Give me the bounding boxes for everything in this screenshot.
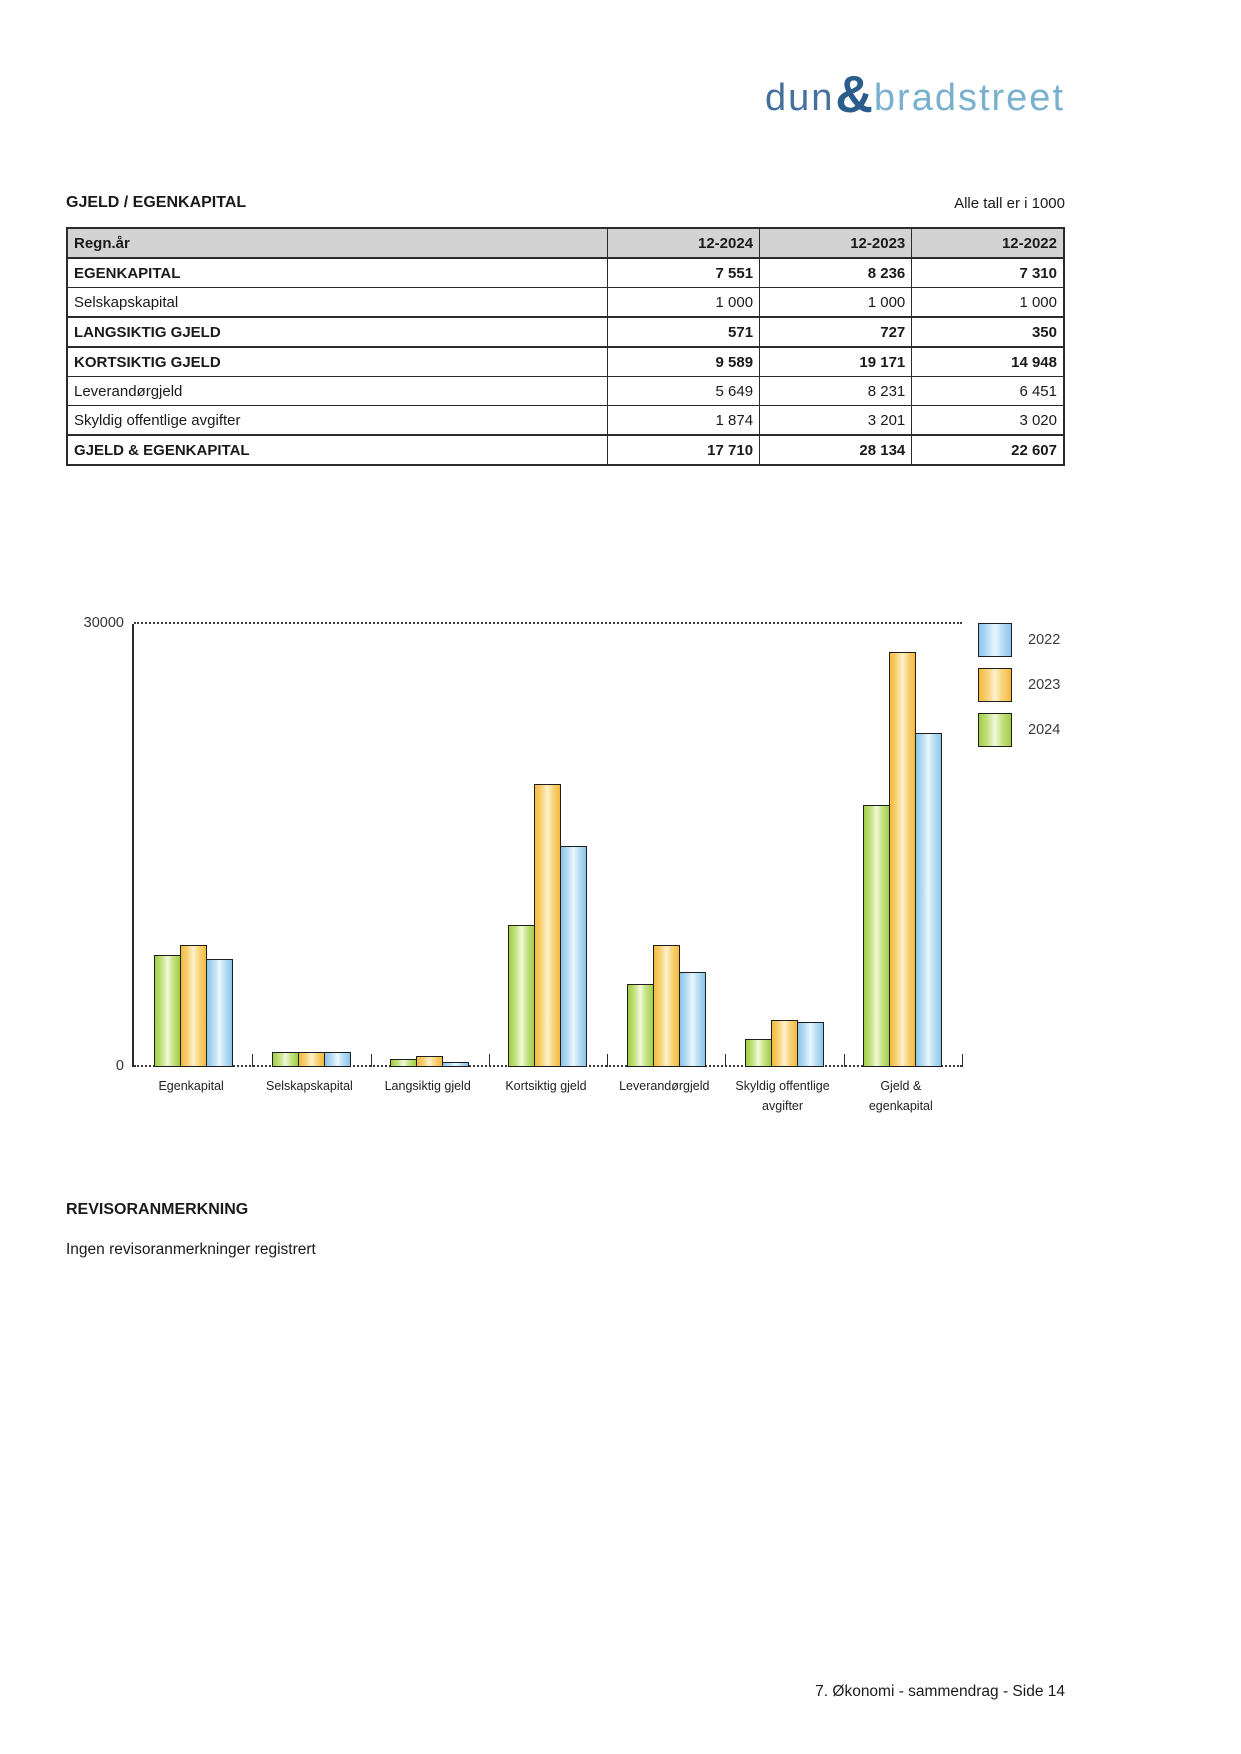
row-value: 14 948 [912, 347, 1064, 377]
header-regnar: Regn.år [67, 228, 607, 258]
legend-swatch-2023 [978, 668, 1012, 702]
row-value: 350 [912, 317, 1064, 347]
table-row [67, 317, 1064, 347]
section-header [66, 194, 1065, 212]
row-label: GJELD & EGENKAPITAL [67, 435, 607, 465]
table-row [67, 435, 1064, 465]
bar-2022-selskapskapital [324, 1052, 351, 1067]
bar-2022-skyldig-offentlige-avgifter [797, 1022, 824, 1067]
row-label: LANGSIKTIG GJELD [67, 317, 607, 347]
category-label-line: Gjeld & [880, 1079, 922, 1093]
row-value: 8 236 [760, 258, 912, 288]
bar-2022-leverand-rgjeld [679, 972, 706, 1067]
header-12-2022: 12-2022 [912, 228, 1064, 258]
bar-2023-leverand-rgjeld [653, 945, 680, 1067]
bar-2022-langsiktig-gjeld [442, 1062, 469, 1067]
row-value: 9 589 [607, 347, 759, 377]
row-value: 19 171 [760, 347, 912, 377]
row-label: Leverandørgjeld [67, 377, 607, 406]
category-label-line: Langsiktig gjeld [384, 1079, 471, 1093]
category-label [842, 1076, 960, 1116]
legend-swatch-2022 [978, 623, 1012, 657]
chart-category-cell [489, 624, 607, 1067]
financial-table [66, 227, 1065, 466]
row-value: 3 201 [760, 406, 912, 436]
legend-label: 2022 [1028, 632, 1061, 648]
legend-swatch-2024 [978, 713, 1012, 747]
row-value: 8 231 [760, 377, 912, 406]
category-label [487, 1076, 605, 1116]
bar-2023-egenkapital [180, 945, 207, 1067]
category-label [723, 1076, 841, 1116]
category-label [132, 1076, 250, 1116]
category-label-line: Selskapskapital [265, 1079, 353, 1093]
section-title: GJELD / EGENKAPITAL [66, 194, 247, 211]
row-label: EGENKAPITAL [67, 258, 607, 288]
category-label [605, 1076, 723, 1116]
x-axis-tick [962, 1054, 963, 1067]
row-value: 727 [760, 317, 912, 347]
unit-note: Alle tall er i 1000 [954, 195, 1065, 212]
bar-2023-gjeld-egenkapital [889, 652, 916, 1067]
chart-plot-area [132, 624, 962, 1067]
bar-2023-kortsiktig-gjeld [534, 784, 561, 1067]
legend-label: 2023 [1028, 677, 1061, 693]
row-value: 6 451 [912, 377, 1064, 406]
category-label-line: avgifter [762, 1099, 804, 1113]
dun-bradstreet-logo [765, 68, 1065, 128]
header-12-2024: 12-2024 [607, 228, 759, 258]
legend-label: 2024 [1028, 722, 1061, 738]
table-row [67, 377, 1064, 406]
bar-2022-kortsiktig-gjeld [560, 846, 587, 1067]
chart-category-cell [134, 624, 252, 1067]
row-value: 1 000 [912, 288, 1064, 318]
chart-category-cell [371, 624, 489, 1067]
table-row [67, 347, 1064, 377]
bar-2024-egenkapital [154, 955, 181, 1067]
bar-2022-gjeld-egenkapital [915, 733, 942, 1067]
legend-item-2023 [978, 668, 1060, 702]
y-axis-zero-label: 0 [115, 1058, 124, 1074]
chart-category-cell [725, 624, 843, 1067]
row-value: 3 020 [912, 406, 1064, 436]
row-value: 17 710 [607, 435, 759, 465]
category-label-line: Kortsiktig gjeld [505, 1079, 587, 1093]
category-label [250, 1076, 368, 1116]
logo-text-bradstreet: bradstreet [873, 76, 1065, 119]
legend-item-2022 [978, 623, 1060, 657]
bar-2024-gjeld-egenkapital [863, 805, 890, 1067]
row-value: 22 607 [912, 435, 1064, 465]
chart-category-cell [607, 624, 725, 1067]
financial-table-body [67, 258, 1064, 465]
debt-equity-bar-chart [66, 552, 1065, 1132]
bar-2022-egenkapital [206, 959, 233, 1067]
bar-2023-selskapskapital [298, 1052, 325, 1067]
category-labels [132, 1076, 960, 1116]
chart-category-cell [252, 624, 370, 1067]
logo-ampersand-icon: & [835, 66, 873, 124]
row-value: 1 000 [760, 288, 912, 318]
row-label: Skyldig offentlige avgifter [67, 406, 607, 436]
category-label-line: Egenkapital [158, 1079, 224, 1093]
chart-category-cell [844, 624, 962, 1067]
revisor-heading: REVISORANMERKNING [66, 1201, 249, 1218]
row-label: KORTSIKTIG GJELD [67, 347, 607, 377]
row-value: 5 649 [607, 377, 759, 406]
row-value: 1 874 [607, 406, 759, 436]
bar-2024-selskapskapital [272, 1052, 299, 1067]
row-value: 571 [607, 317, 759, 347]
table-row [67, 258, 1064, 288]
row-value: 1 000 [607, 288, 759, 318]
category-label-line: Leverandørgjeld [619, 1079, 710, 1093]
revisor-body: Ingen revisoranmerkninger registrert [66, 1241, 316, 1258]
page-footer: 7. Økonomi - sammendrag - Side 14 [815, 1683, 1065, 1700]
table-row [67, 288, 1064, 318]
legend-item-2024 [978, 713, 1060, 747]
bar-2023-skyldig-offentlige-avgifter [771, 1020, 798, 1067]
row-label: Selskapskapital [67, 288, 607, 318]
header-12-2023: 12-2023 [760, 228, 912, 258]
bar-2024-langsiktig-gjeld [390, 1059, 417, 1067]
row-value: 7 310 [912, 258, 1064, 288]
row-value: 28 134 [760, 435, 912, 465]
bar-2024-kortsiktig-gjeld [508, 925, 535, 1067]
table-row [67, 406, 1064, 436]
bar-2024-leverand-rgjeld [627, 984, 654, 1067]
bar-2024-skyldig-offentlige-avgifter [745, 1039, 772, 1067]
table-header-row [67, 228, 1064, 258]
category-label-line: egenkapital [868, 1099, 933, 1113]
chart-legend [978, 623, 1060, 758]
category-label-line: Skyldig offentlige [735, 1079, 830, 1093]
logo-text-dun: dun [764, 76, 835, 119]
row-value: 7 551 [607, 258, 759, 288]
category-label [369, 1076, 487, 1116]
bar-2023-langsiktig-gjeld [416, 1056, 443, 1067]
y-axis-max-label: 30000 [83, 615, 124, 631]
